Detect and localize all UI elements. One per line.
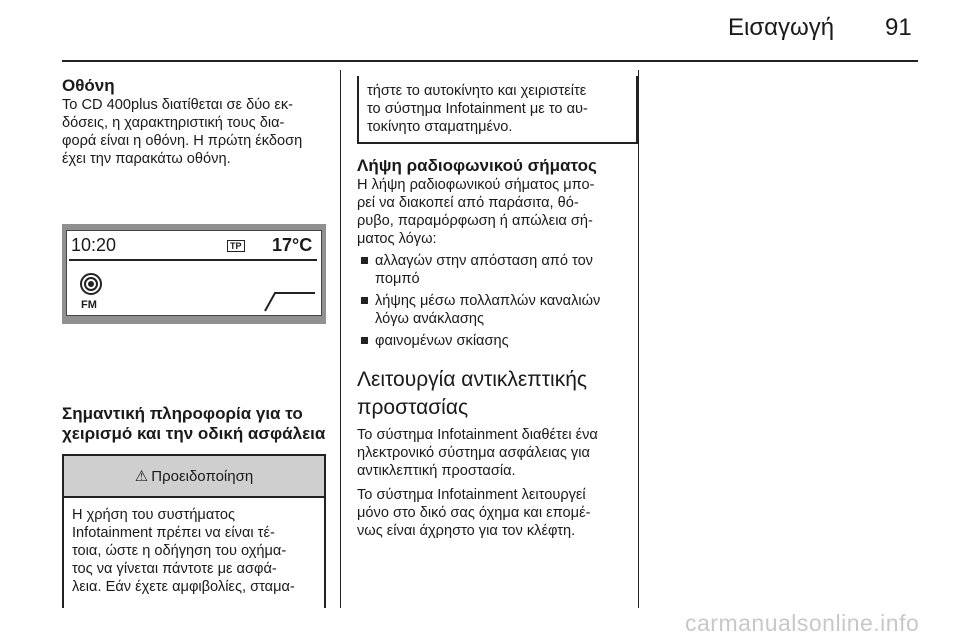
warning-body: [64, 498, 324, 596]
radio-display-illustration: [62, 224, 326, 324]
safety-heading-line: χειρισμό και την οδική ασφάλεια: [62, 424, 326, 443]
bullet-line: φαινομένων σκίασης: [375, 333, 509, 349]
antitheft-p1-line: αντικλεπτική προστασία.: [357, 463, 516, 479]
radio-waves-icon: [77, 269, 105, 299]
warning-title: Προειδοποίηση: [151, 467, 254, 485]
watermark: carmanualsonline.info: [685, 610, 920, 636]
warning-continuation-box: [357, 76, 638, 144]
display-section: [62, 76, 332, 168]
screen-time: 10:20: [71, 235, 117, 255]
antitheft-heading-line: προστασίας: [357, 396, 469, 419]
reception-line: ρυβο, παραμόρφωση ή απώλεια σή-: [357, 213, 593, 229]
bullet-line: λόγω ανάκλασης: [375, 311, 485, 327]
display-text-line: δόσεις, η χαρακτηριστική τους δια-: [62, 115, 285, 131]
warning-line: λεια. Εάν έχετε αμφιβολίες, σταμα-: [72, 579, 295, 595]
display-text-line: Το CD 400plus διατίθεται σε δύο εκ-: [62, 97, 294, 113]
screen-temperature: 17°C: [272, 235, 313, 255]
warning-line: Η χρήση του συστήματος: [72, 507, 235, 523]
reception-line: Η λήψη ραδιοφωνικού σήματος μπο-: [357, 177, 595, 193]
list-item: [357, 252, 635, 288]
warning-line: τος να γίνεται πάντοτε με ασφά-: [72, 561, 277, 577]
signal-strength-icon: [263, 287, 317, 313]
safety-section: [62, 404, 332, 444]
bullet-line: πομπό: [375, 271, 420, 287]
tp-badge: TP: [227, 240, 245, 252]
display-text-line: έχει την παρακάτω οθόνη.: [62, 151, 231, 167]
warning-header: [64, 456, 324, 498]
display-text-line: φορά είναι η οθόνη. Η πρώτη έκδοση: [62, 133, 303, 149]
list-item: [357, 332, 635, 350]
screen-divider: [69, 259, 317, 261]
warning-box: [62, 454, 326, 608]
column-divider-2: [638, 70, 639, 608]
antitheft-p1-line: ηλεκτρονικό σύστημα ασφάλειας για: [357, 445, 590, 461]
radio-screen: [66, 230, 322, 316]
screen-band: FM: [81, 299, 97, 311]
reception-bullet-list: [357, 252, 635, 350]
warning-line: Infotainment πρέπει να είναι τέ-: [72, 525, 275, 541]
page-number: 91: [885, 14, 912, 41]
warning-line: τοια, ώστε η οδήγηση του οχήμα-: [72, 543, 287, 559]
display-heading: Οθόνη: [62, 76, 115, 95]
column-divider-1: [340, 70, 341, 608]
warning-cont-line: τοκίνητο σταματημένο.: [367, 119, 513, 135]
reception-line: ρεί να διακοπεί από παράσιτα, θό-: [357, 195, 579, 211]
antitheft-p2-line: Το σύστημα Infotainment λειτουργεί: [357, 487, 586, 503]
antitheft-p2-line: νως είναι άχρηστο για τον κλέφτη.: [357, 523, 576, 539]
list-item: [357, 292, 635, 328]
header-title: Εισαγωγή: [728, 14, 835, 41]
warning-triangle-icon: ⚠: [134, 468, 149, 485]
safety-heading-line: Σημαντική πληροφορία για το: [62, 404, 303, 423]
antitheft-p2-line: μόνο στο δικό σας όχημα και επομέ-: [357, 505, 591, 521]
warning-cont-line: το σύστημα Infotainment με το αυ-: [367, 101, 588, 117]
reception-heading: Λήψη ραδιοφωνικού σήματος: [357, 156, 597, 175]
reception-line: ματος λόγω:: [357, 231, 437, 247]
antitheft-p1-line: Το σύστημα Infotainment διαθέτει ένα: [357, 427, 598, 443]
warning-cont-line: τήστε το αυτοκίνητο και χειριστείτε: [367, 83, 587, 99]
header-divider: [62, 60, 918, 62]
antitheft-heading-line: Λειτουργία αντικλεπτικής: [357, 368, 588, 391]
bullet-line: λήψης μέσω πολλαπλών καναλιών: [375, 293, 601, 309]
middle-column: [357, 76, 635, 540]
bullet-line: αλλαγών στην απόσταση από τον: [375, 253, 593, 269]
